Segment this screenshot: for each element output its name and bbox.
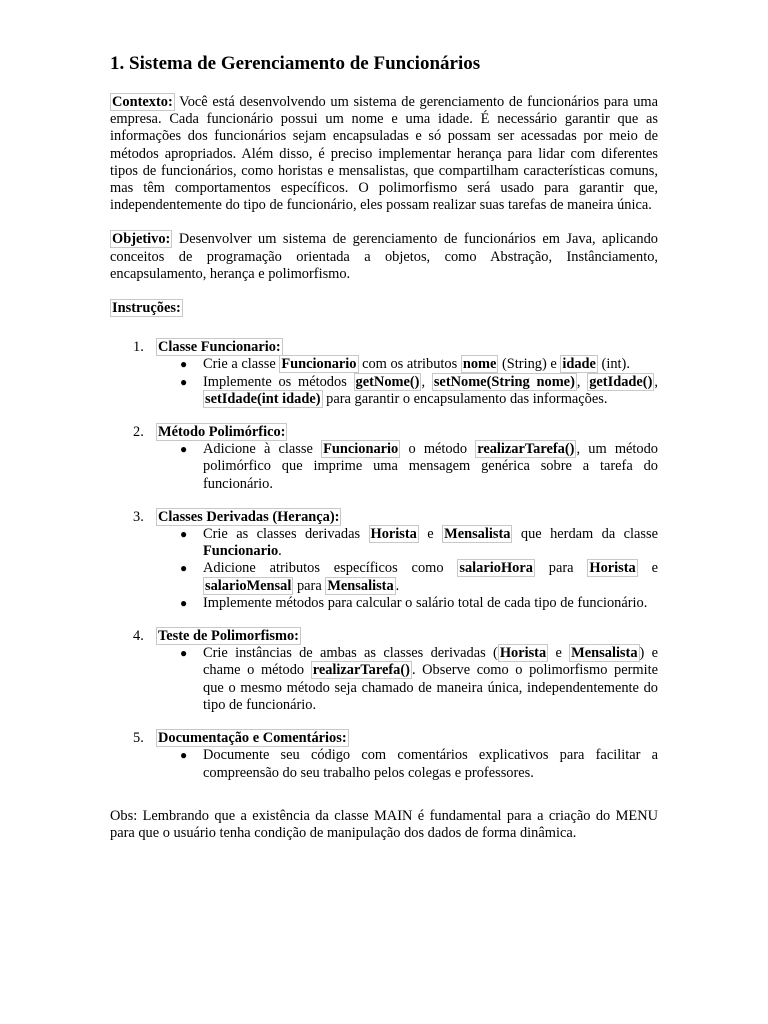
bullet-text: o método (400, 441, 476, 458)
bullet-text: e (637, 560, 658, 577)
bullet-icon: ● (180, 527, 188, 542)
code-term: nome (462, 356, 497, 373)
bullet-text: e (548, 645, 570, 662)
bullet-text: para (293, 577, 326, 594)
bullet-icon: ● (180, 595, 188, 610)
bullet-icon: ● (180, 374, 188, 389)
bullet-item (156, 645, 658, 714)
bullet-text: Adicione à classe (203, 441, 322, 458)
bullet-text: . (395, 577, 400, 594)
bullet-text: , (576, 373, 588, 390)
instruction-title: Documentação e Comentários: (158, 730, 347, 747)
code-term: Mensalista (571, 645, 638, 662)
bullet-text: (int). (597, 356, 630, 373)
bold-term: Funcionario (203, 543, 279, 560)
code-term: Horista (370, 526, 417, 543)
instruction-bullets (156, 747, 658, 781)
bullet-text: Implemente os métodos (203, 373, 354, 390)
instruction-title: Classe Funcionario: (158, 339, 281, 356)
code-term: salarioHora (459, 560, 533, 577)
bullet-text: ) e chame o método (203, 645, 659, 679)
instruction-item (110, 628, 658, 714)
instruction-number: 5. (133, 730, 144, 747)
bullet-text: Adicione atributos específicos como (203, 560, 458, 577)
code-term: getIdade() (589, 373, 653, 390)
instruction-item (110, 509, 658, 612)
objective-text: Desenvolver um sistema de gerenciamento de funcionários em Java, aplicando conceitos de programação orientada a objetos, como Abstração, Instânciamento, encapsulamento, herança e polimorfismo. (110, 231, 658, 282)
code-term: setNome(String nome) (433, 373, 575, 390)
bullet-item (156, 441, 658, 493)
code-term: Horista (499, 645, 547, 662)
bullet-text: Crie a classe (203, 356, 280, 373)
code-term: setIdade(int idade) (205, 390, 321, 407)
instruction-list (110, 339, 658, 781)
bullet-text: Documente seu código com comentários explicativos para facilitar a compreensão do seu trabalho pelos colegas e professores. (203, 747, 658, 781)
bullet-text: , um método polimórfico que imprime uma mensagem genérica sobre a tarefa do funcionário. (203, 441, 658, 492)
objective-paragraph (110, 231, 658, 283)
context-text: Você está desenvolvendo um sistema de gerenciamento de funcionários para uma empresa. Cada funcionário possui um nome e uma idade. É necessário garantir que as informações dos funcionários sejam encapsuladas e só possam ser acessadas por meio de métodos apropriados. Além disso, é preciso implementar herança para lidar com diferentes tipos de funcionários, como horistas e mensalistas, que compartilham características comuns, mas têm comportamentos específicos. O polimorfismo será usado para garantir que, independentemente do tipo de funcionário, eles possam realizar suas tarefas de maneira única. (110, 94, 658, 214)
bullet-text: , (654, 373, 658, 390)
bullet-text: Crie instâncias de ambas as classes derivadas ( (203, 645, 498, 662)
bullet-text: . (278, 543, 282, 560)
instruction-item (110, 424, 658, 493)
instruction-item (110, 730, 658, 782)
code-term: Funcionario (323, 441, 399, 458)
code-term: realizarTarefa() (477, 441, 575, 458)
document-title: 1. Sistema de Gerenciamento de Funcionários (110, 53, 481, 74)
bullet-text: e (418, 526, 443, 543)
bullet-text: para garantir o encapsulamento das informações. (322, 390, 608, 407)
instruction-number: 4. (133, 628, 144, 645)
bullet-icon: ● (180, 442, 188, 457)
bullet-text: Implemente métodos para calcular o salário total de cada tipo de funcionário. (203, 594, 648, 611)
bullet-text: com os atributos (358, 356, 461, 373)
bullet-text: para (534, 560, 588, 577)
bullet-text: (String) e (498, 356, 561, 373)
bullet-text: , (421, 373, 432, 390)
instruction-number: 3. (133, 508, 144, 525)
bullet-text: . Observe como o polimorfismo permite que o mesmo método seja chamado de maneira única, independentemente do tipo de funcionário. (203, 662, 658, 713)
instruction-bullets (156, 441, 658, 493)
bullet-item (156, 595, 658, 612)
instruction-number: 2. (133, 424, 144, 441)
instructions-heading (110, 300, 658, 317)
instruction-title: Método Polimórfico: (158, 424, 286, 441)
code-term: realizarTarefa() (312, 662, 410, 679)
bullet-item (156, 374, 658, 408)
obs-paragraph: Obs: Lembrando que a existência da classe MAIN é fundamental para a criação do MENU para que o usuário tenha condição de manipulação dos dados de forma dinâmica. (110, 807, 658, 841)
bullet-item (156, 526, 658, 560)
bullet-item (156, 560, 658, 594)
bullet-icon: ● (180, 646, 188, 661)
instruction-bullets (156, 526, 658, 612)
code-term: Funcionario (281, 356, 357, 373)
instruction-title: Classes Derivadas (Herança): (158, 508, 340, 525)
code-term: Horista (589, 560, 636, 577)
instruction-title: Teste de Polimorfismo: (158, 628, 299, 645)
bullet-icon: ● (180, 561, 188, 576)
code-term: getNome() (355, 373, 420, 390)
context-label: Contexto: (112, 94, 173, 110)
instruction-number: 1. (133, 339, 144, 356)
bullet-text: que herdam da classe (512, 526, 658, 543)
instructions-label: Instruções: (112, 300, 181, 317)
code-term: idade (562, 356, 596, 373)
code-term: salarioMensal (205, 577, 292, 594)
objective-label: Objetivo: (112, 231, 171, 248)
instruction-bullets (156, 645, 658, 714)
bullet-text: Crie as classes derivadas (203, 526, 369, 543)
code-term: Mensalista (444, 526, 511, 543)
instruction-item (110, 339, 658, 408)
bullet-item (156, 747, 658, 781)
bullet-item (156, 356, 658, 373)
code-term: Mensalista (327, 577, 394, 594)
bullet-icon: ● (180, 748, 188, 763)
instruction-bullets (156, 356, 658, 408)
context-paragraph (110, 94, 658, 214)
bullet-icon: ● (180, 357, 188, 372)
